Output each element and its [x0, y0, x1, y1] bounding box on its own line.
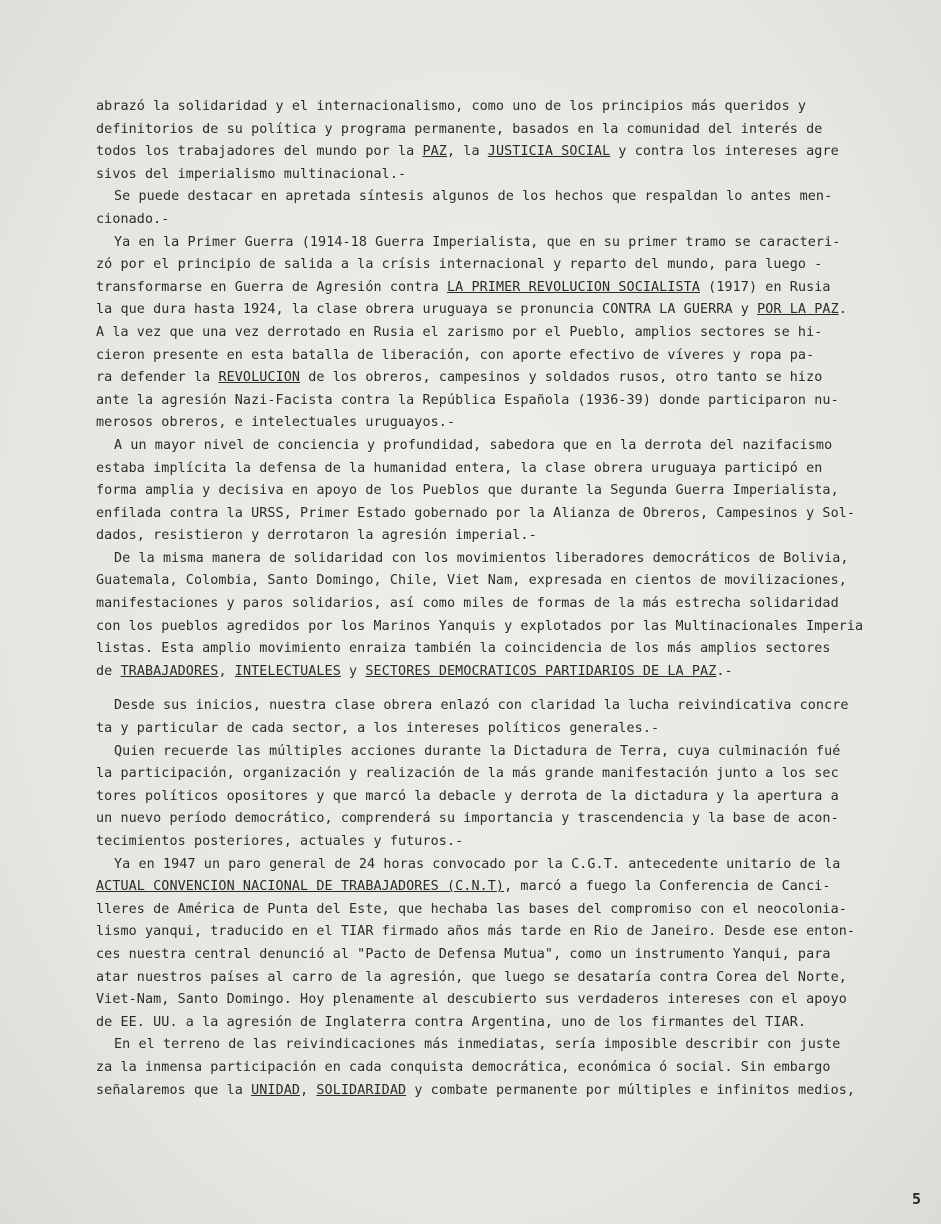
- underlined-text: SECTORES DEMOCRATICOS PARTIDARIOS DE LA PAZ: [365, 663, 717, 679]
- text-line: [96, 899, 926, 922]
- text-segment: manifestaciones y paros solidarios, así como miles de formas de la más estrecha solidaridad: [96, 596, 839, 612]
- text-line: [96, 322, 926, 345]
- text-line: [96, 345, 926, 368]
- text-line: [96, 164, 926, 187]
- text-segment: señalaremos que la: [96, 1082, 252, 1098]
- text-line: [96, 718, 926, 741]
- underlined-text: PAZ: [422, 144, 447, 160]
- text-line: [96, 763, 926, 786]
- text-line: [96, 593, 926, 616]
- text-line: [96, 786, 926, 809]
- text-segment: dados, resistieron y derrotaron la agresión imperial.-: [96, 528, 537, 544]
- text-line: [96, 277, 926, 300]
- text-line: [96, 480, 926, 503]
- underlined-text: ACTUAL CONVENCION NACIONAL DE TRABAJADORES (C.N.T): [96, 879, 505, 895]
- text-line: [96, 616, 926, 639]
- text-segment: zó por el principio de salida a la crísis internacional y reparto del mundo, para luego -: [96, 257, 823, 273]
- text-line: [96, 695, 926, 718]
- text-segment: , la: [446, 144, 488, 160]
- text-line: [96, 944, 926, 967]
- underlined-text: UNIDAD: [251, 1082, 301, 1098]
- text-segment: un nuevo período democrático, comprenderá su importancia y trascendencia y la base de acon-: [96, 811, 839, 827]
- text-segment: ta y particular de cada sector, a los intereses políticos generales.-: [96, 721, 660, 737]
- paragraph-gap: [96, 683, 926, 695]
- text-segment: ra defender la: [96, 370, 219, 386]
- text-segment: ante la agresión Nazi-Facista contra la República Española (1936-39) donde participaron nu-: [96, 392, 839, 408]
- text-line: [96, 119, 926, 142]
- text-line: [96, 458, 926, 481]
- text-line: [96, 254, 926, 277]
- text-segment: de los obreros, campesinos y soldados rusos, otro tanto se hizo: [300, 370, 823, 386]
- text-segment: za la inmensa participación en cada conquista democrática, económica ó social. Sin embargo: [96, 1059, 831, 1075]
- text-segment: , marcó a fuego la Conferencia de Canci-: [504, 879, 831, 895]
- text-segment: .: [838, 302, 847, 318]
- text-line: [96, 232, 926, 255]
- text-line: [96, 921, 926, 944]
- text-line: [96, 412, 926, 435]
- text-line: [96, 1012, 926, 1035]
- text-segment: (1917) en Rusia: [700, 279, 831, 295]
- text-line: [96, 186, 926, 209]
- text-line: [96, 96, 926, 119]
- text-segment: atar nuestros países al carro de la agresión, que luego se desataría contra Corea del Norte,: [96, 969, 847, 985]
- text-line: [96, 299, 926, 322]
- text-line: [96, 967, 926, 990]
- text-line: [96, 570, 926, 593]
- text-segment: De la misma manera de solidaridad con los movimientos liberadores democráticos de Bolivia,: [114, 550, 849, 566]
- underlined-text: INTELECTUALES: [234, 663, 341, 679]
- text-line: [96, 876, 926, 899]
- text-segment: lismo yanqui, traducido en el TIAR firmado años más tarde en Rio de Janeiro. Desde ese enton-: [96, 924, 856, 940]
- text-segment: estaba implícita la defensa de la humanidad entera, la clase obrera uruguaya participó en: [96, 460, 823, 476]
- text-segment: ,: [218, 663, 235, 679]
- text-segment: forma amplia y decisiva en apoyo de los Pueblos que durante la Segunda Guerra Imperialista,: [96, 483, 839, 499]
- text-line: [96, 141, 926, 164]
- text-line: [96, 548, 926, 571]
- text-segment: abrazó la solidaridad y el internacionalismo, como uno de los principios más queridos y: [96, 99, 807, 114]
- text-segment: cieron presente en esta batalla de liberación, con aporte efectivo de víveres y ropa pa-: [96, 347, 815, 363]
- underlined-text: SOLIDARIDAD: [316, 1082, 407, 1098]
- text-segment: y combate permanente por múltiples e infinitos medios,: [406, 1082, 856, 1098]
- text-line: [96, 638, 926, 661]
- underlined-text: POR LA PAZ: [757, 302, 839, 318]
- page-number: 5: [911, 1190, 921, 1208]
- document-body: [96, 96, 926, 1102]
- text-segment: Ya en la Primer Guerra (1914-18 Guerra Imperialista, que en su primer tramo se caracteri-: [114, 234, 841, 250]
- text-line: [96, 989, 926, 1012]
- text-segment: lleres de América de Punta del Este, que hechaba las bases del compromiso con el neocolonia-: [96, 901, 847, 917]
- underlined-text: TRABAJADORES: [120, 663, 219, 679]
- text-line: [96, 367, 926, 390]
- text-segment: de: [96, 663, 121, 679]
- text-line: [96, 661, 926, 684]
- underlined-text: LA PRIMER REVOLUCION SOCIALISTA: [446, 279, 700, 295]
- text-line: [96, 390, 926, 413]
- text-segment: ces nuestra central denunció al "Pacto de Defensa Mutua", como un instrumento Yanqui, para: [96, 946, 831, 962]
- text-segment: definitorios de su política y programa permanente, basados en la comunidad del interés de: [96, 121, 823, 137]
- text-line: [96, 831, 926, 854]
- text-line: [96, 741, 926, 764]
- text-segment: .-: [716, 663, 733, 679]
- text-segment: y contra los intereses agre: [610, 144, 839, 160]
- text-segment: A un mayor nivel de conciencia y profundidad, sabedora que en la derrota del nazifacismo: [114, 437, 833, 453]
- text-line: [96, 1080, 926, 1103]
- text-segment: tecimientos posteriores, actuales y futuros.-: [96, 834, 464, 849]
- text-line: [96, 1057, 926, 1080]
- text-segment: transformarse en Guerra de Agresión contra: [96, 279, 447, 295]
- text-line: [96, 1034, 926, 1057]
- text-segment: ,: [300, 1082, 317, 1098]
- text-segment: listas. Esta amplio movimiento enraiza también la coincidencia de los más amplios sectores: [96, 641, 831, 657]
- text-line: [96, 503, 926, 526]
- text-segment: Viet-Nam, Santo Domingo. Hoy plenamente al descubierto sus verdaderos intereses con el apoyo: [96, 992, 847, 1008]
- text-segment: Quien recuerde las múltiples acciones durante la Dictadura de Terra, cuya culminación fué: [114, 743, 841, 759]
- text-segment: Ya en 1947 un paro general de 24 horas convocado por la C.G.T. antecedente unitario de la: [114, 856, 841, 872]
- text-segment: la participación, organización y realización de la más grande manifestación junto a los sec: [96, 766, 839, 782]
- text-segment: tores políticos opositores y que marcó la debacle y derrota de la dictadura y la apertura a: [96, 788, 839, 804]
- underlined-text: REVOLUCION: [218, 370, 301, 386]
- text-segment: En el terreno de las reivindicaciones más inmediatas, sería imposible describir con juste: [114, 1037, 841, 1053]
- text-line: [96, 209, 926, 232]
- text-segment: cionado.-: [96, 211, 170, 227]
- text-segment: Desde sus inicios, nuestra clase obrera enlazó con claridad la lucha reivindicativa concre: [114, 698, 849, 714]
- text-segment: A la vez que una vez derrotado en Rusia el zarismo por el Pueblo, amplios sectores se hi-: [96, 324, 823, 340]
- text-line: [96, 435, 926, 458]
- text-line: [96, 525, 926, 548]
- text-segment: la que dura hasta 1924, la clase obrera uruguaya se pronuncia CONTRA LA GUERRA y: [96, 302, 758, 318]
- text-line: [96, 808, 926, 831]
- text-segment: con los pueblos agredidos por los Marinos Yanquis y explotados por las Multinacionales Imperia: [96, 618, 864, 634]
- text-segment: Se puede destacar en apretada síntesis algunos de los hechos que respaldan lo antes men-: [114, 189, 833, 205]
- text-line: [96, 854, 926, 877]
- underlined-text: JUSTICIA SOCIAL: [487, 144, 611, 160]
- text-segment: merosos obreros, e intelectuales uruguayos.-: [96, 415, 456, 431]
- text-segment: sivos del imperialismo multinacional.-: [96, 166, 407, 182]
- text-segment: enfilada contra la URSS, Primer Estado gobernado por la Alianza de Obreros, Campesinos y Sol-: [96, 505, 856, 521]
- text-segment: todos los trabajadores del mundo por la: [96, 144, 423, 160]
- text-segment: Guatemala, Colombia, Santo Domingo, Chile, Viet Nam, expresada en cientos de movilizaciones,: [96, 573, 847, 589]
- text-segment: de EE. UU. a la agresión de Inglaterra contra Argentina, uno de los firmantes del TIAR.: [96, 1014, 807, 1030]
- text-segment: y: [340, 663, 366, 679]
